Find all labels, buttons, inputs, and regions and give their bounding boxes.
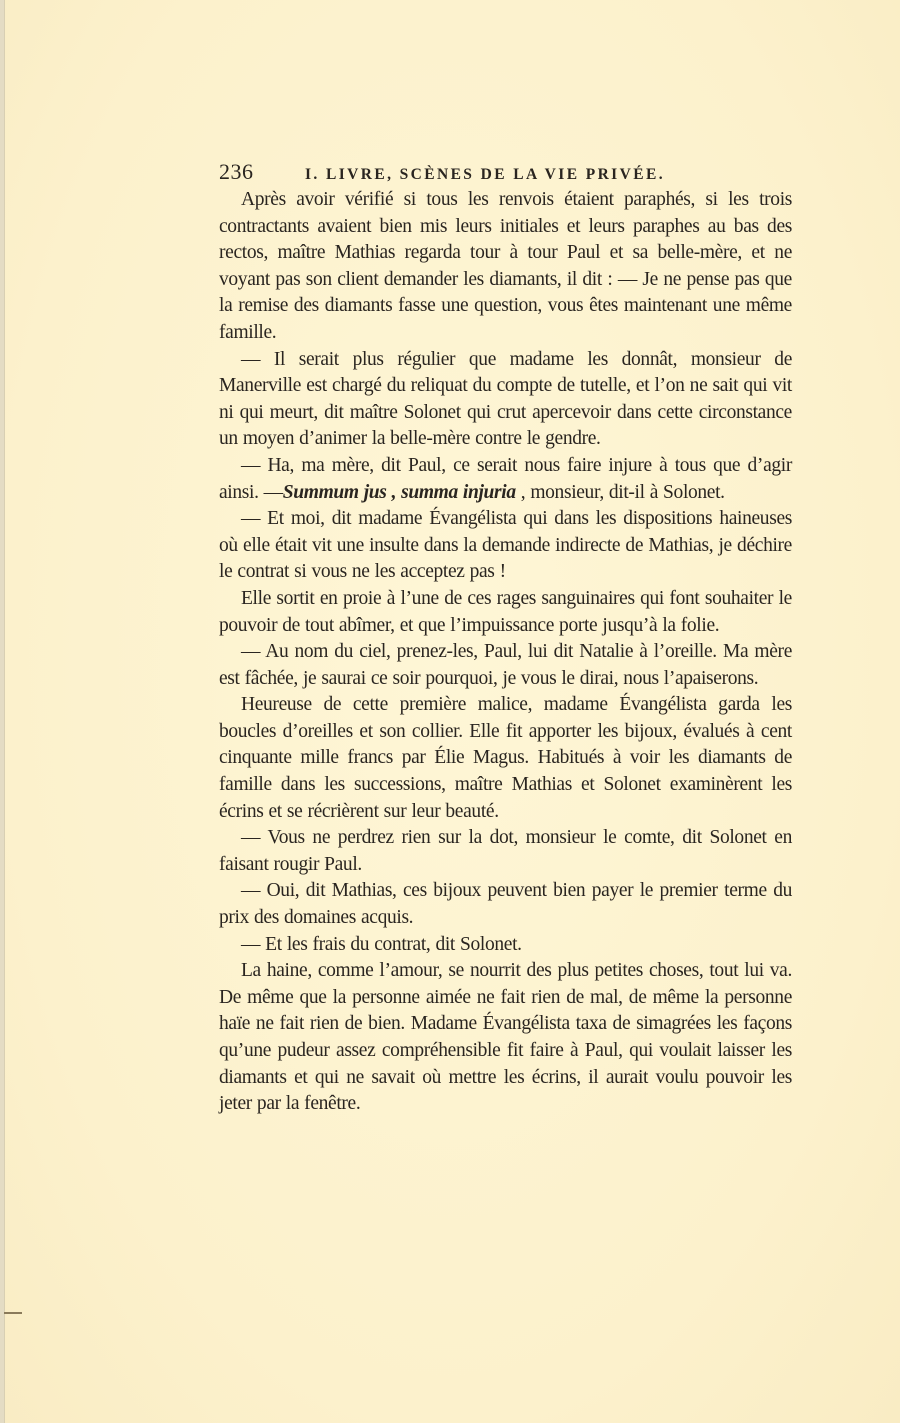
- paragraph: — Au nom du ciel, prenez-les, Paul, lui dit Natalie à l’oreille. Ma mère est fâchée, je saurai ce soir pourquoi, je vous le dirai, nous l’apaiserons.: [219, 641, 792, 689]
- paragraph-text: — Ha, ma mère, dit Paul, ce serait nous faire injure à tous que d’agir ainsi. —: [219, 454, 792, 503]
- page-left-edge: [0, 0, 5, 1423]
- paragraph: — Il serait plus régulier que madame les donnât, monsieur de Manerville est chargé du reliquat du compte de tutelle, et l’on ne sait qui vit ni qui meurt, dit maître Solonet qui crut apercevoir dans cette circonstance un moyen d’animer la belle-mère contre le gendre.: [219, 348, 792, 450]
- paragraph: La haine, comme l’amour, se nourrit des plus petites choses, tout lui va. De même que la personne aimée ne fait rien de mal, de même la personne haïe ne fait rien de bien. Madame Évangélista taxa de simagrées les façons qu’une pudeur assez compréhensible fit faire à Paul, qui voulait laisser les diamants et qui ne savait où mettre les écrins, il aurait voulu pouvoir les jeter par la fenêtre.: [219, 960, 792, 1115]
- paragraph: Elle sortit en proie à l’une de ces rages sanguinaires qui font souhaiter le pouvoir de tout abîmer, et que l’impuissance porte jusqu’à la folie.: [219, 587, 792, 636]
- paragraph-text: , monsieur, dit-il à Solonet.: [520, 481, 725, 503]
- running-title: I. LIVRE, SCÈNES DE LA VIE PRIVÉE.: [305, 166, 665, 183]
- paragraph: Heureuse de cette première malice, madame Évangélista garda les boucles d’oreilles et son collier. Elle fit apporter les bijoux, évalués à cent cinquante mille francs par Élie Magus. Habitués à voir les diamants de famille dans les successions, maître Mathias et Solonet examinèrent les écrins et se récrièrent sur leur beauté.: [219, 694, 792, 822]
- paragraph: — Oui, dit Mathias, ces bijoux peuvent bien payer le premier terme du prix des domaines acquis.: [219, 880, 792, 929]
- margin-mark: [4, 1312, 22, 1314]
- paragraph: — Vous ne perdrez rien sur la dot, monsieur le comte, dit Solonet en faisant rougir Paul.: [219, 827, 792, 875]
- paragraph: — Et les frais du contrat, dit Solonet.: [241, 933, 522, 955]
- page-number: 236: [219, 159, 254, 184]
- latin-quote: Summum jus , summa injuria: [282, 481, 516, 503]
- running-head: [219, 159, 792, 185]
- paragraph: — Et moi, dit madame Évangélista qui dans les dispositions haineuses où elle était vit une insulte dans la demande indirecte de Mathias, je déchire le contrat si vous ne les acceptez pas !: [219, 508, 792, 583]
- text-block: [219, 159, 792, 1118]
- paragraph: Après avoir vérifié si tous les renvois étaient paraphés, si les trois contractants avaient bien mis leurs initiales et leurs paraphes au bas des rectos, maître Mathias regarda tour à tour Paul et sa belle-mère, et ne voyant pas son client demander les diamants, il dit : — Je ne pense pas que la remise des diamants fasse une question, vous êtes maintenant une même famille.: [219, 189, 792, 343]
- paragraph: [219, 453, 792, 506]
